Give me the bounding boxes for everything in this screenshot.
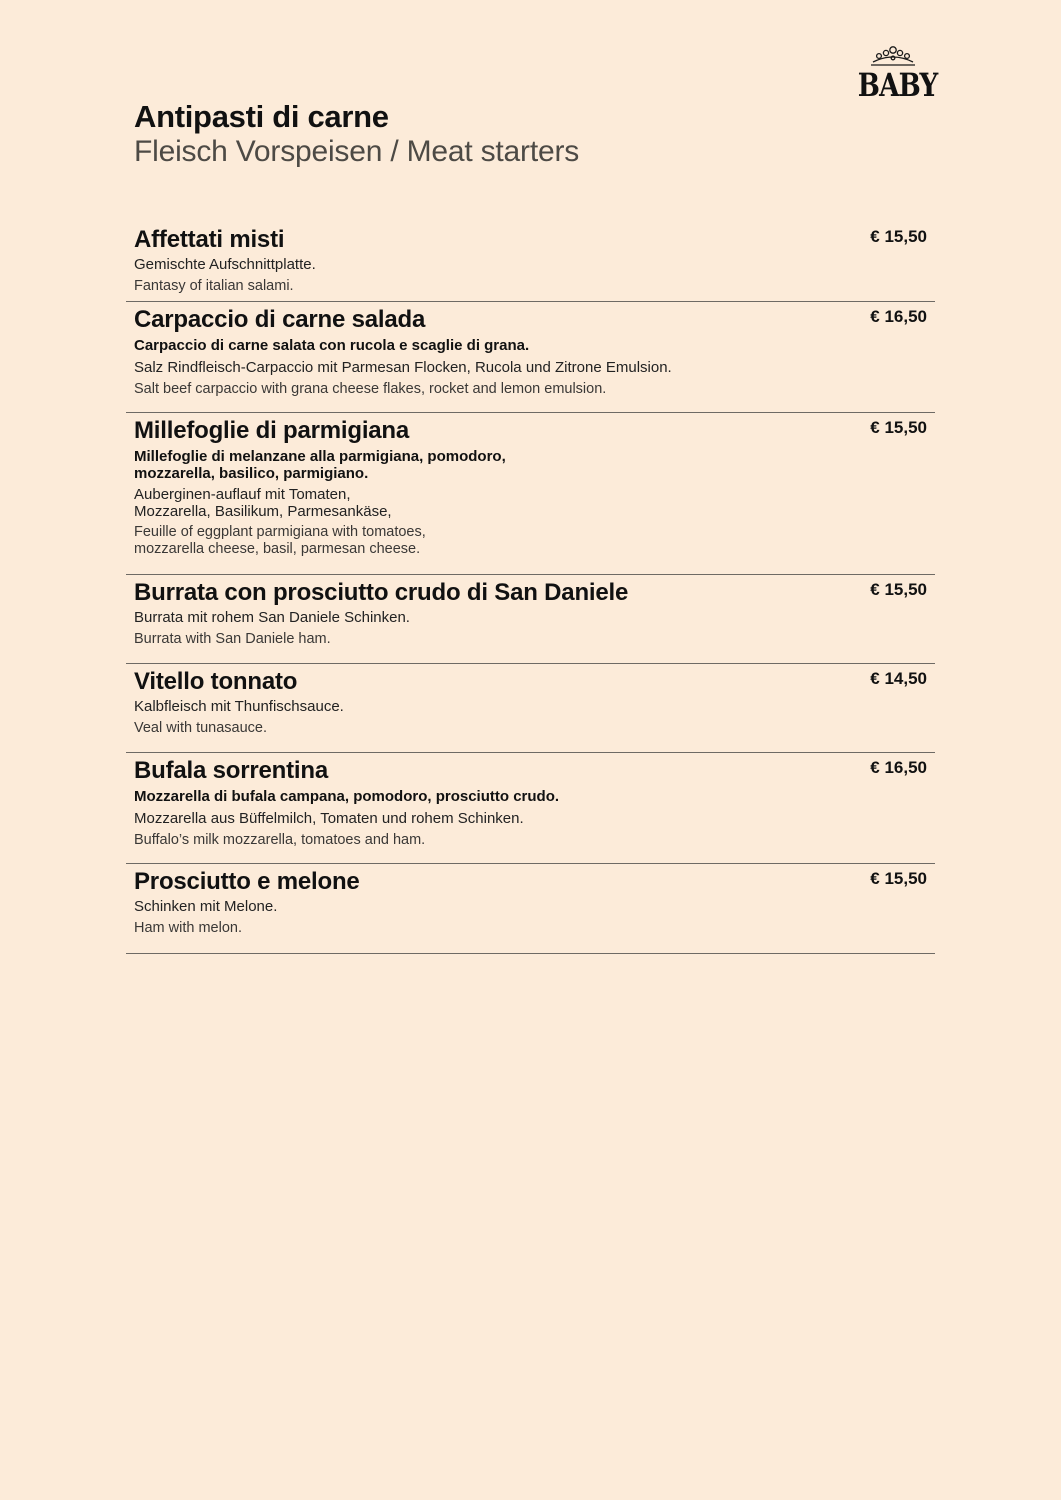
item-name: Bufala sorrentina [134,757,328,784]
brand-logo [850,44,936,104]
menu-item [126,864,935,954]
item-description-de: Gemischte Aufschnittplatte. [134,256,316,273]
item-description-de: Salz Rindfleisch-Carpaccio mit Parmesan Flocken, Rucola und Zitrone Emulsion. [134,359,672,376]
item-description-de: Burrata mit rohem San Daniele Schinken. [134,609,410,626]
item-description-en: Veal with tunasauce. [134,720,268,736]
item-description-de: Schinken mit Melone. [134,898,278,915]
menu-list [126,222,935,954]
item-price: € 14,50 [870,669,927,688]
menu-item [126,222,935,302]
item-description-it: Mozzarella di bufala campana, pomodoro, prosciutto crudo. [134,788,560,805]
item-description-de: Kalbfleisch mit Thunfischsauce. [134,698,344,715]
item-price: € 15,50 [870,580,927,599]
item-price: € 15,50 [870,418,927,437]
item-description-en: Burrata with San Daniele ham. [134,631,331,647]
logo-wordmark: BABY [857,66,938,104]
menu-item [126,302,935,413]
item-description-de: Mozzarella aus Büffelmilch, Tomaten und rohem Schinken. [134,810,524,827]
menu-item [126,664,935,753]
item-price: € 16,50 [870,307,927,326]
crown-ornament-icon [867,44,919,68]
item-description-en: Fantasy of italian salami. [134,278,294,294]
item-price: € 15,50 [870,869,927,888]
item-price: € 15,50 [870,227,927,246]
item-name: Millefoglie di parmigiana [134,417,410,444]
item-description-de: Auberginen-auflauf mit Tomaten, Mozzarella, Basilikum, Parmesankäse, [134,486,392,520]
page-title: Antipasti di carne [134,99,389,134]
item-description-en: Salt beef carpaccio with grana cheese flakes, rocket and lemon emulsion. [134,381,607,397]
item-description-en: Feuille of eggplant parmigiana with tomatoes, mozzarella cheese, basil, parmesan cheese. [134,524,426,557]
item-name: Prosciutto e melone [134,868,360,895]
item-price: € 16,50 [870,758,927,777]
item-name: Carpaccio di carne salada [134,306,426,333]
item-description-en: Buffalo’s milk mozzarella, tomatoes and ham. [134,832,426,848]
page-subtitle: Fleisch Vorspeisen / Meat starters [134,135,580,168]
menu-item [126,753,935,864]
item-name: Burrata con prosciutto crudo di San Daniele [134,579,629,606]
item-name: Affettati misti [134,226,285,253]
item-description-it: Carpaccio di carne salata con rucola e scaglie di grana. [134,337,530,354]
item-description-it: Millefoglie di melanzane alla parmigiana, pomodoro, mozzarella, basilico, parmigiano. [134,448,506,482]
item-name: Vitello tonnato [134,668,298,695]
menu-item [126,575,935,664]
menu-item [126,413,935,575]
item-description-en: Ham with melon. [134,920,242,936]
